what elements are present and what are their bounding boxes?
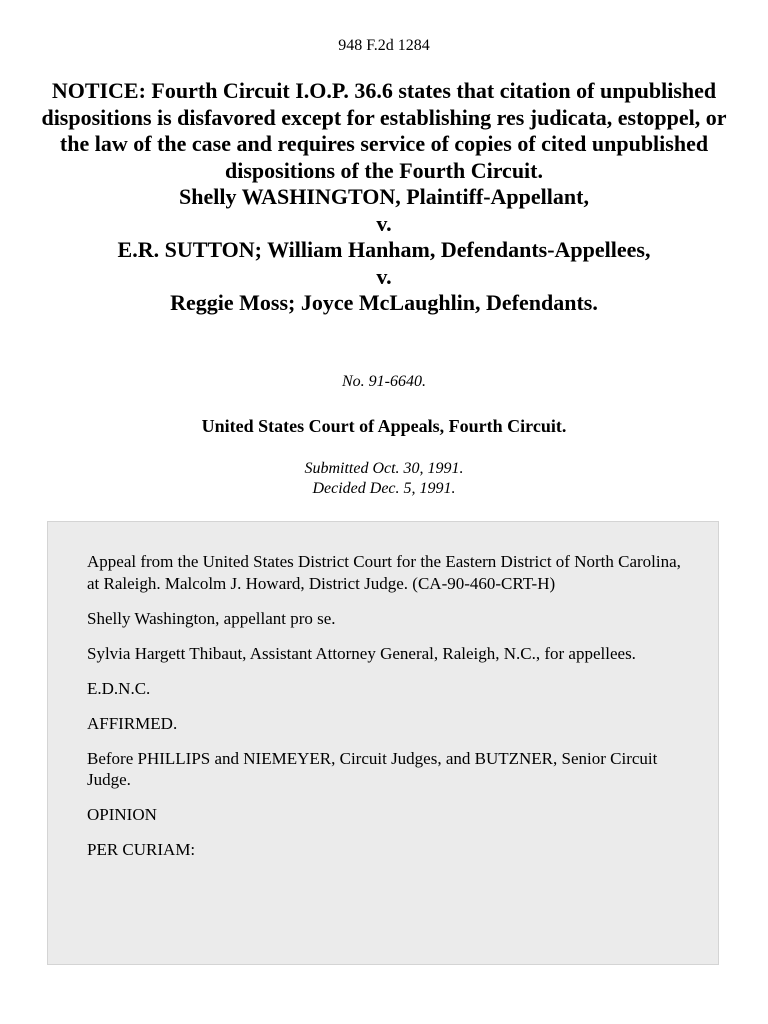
case-details-body bbox=[87, 551, 687, 874]
citation: 948 F.2d 1284 bbox=[338, 37, 430, 54]
case-heading bbox=[40, 78, 728, 317]
appellant-counsel: Shelly Washington, appellant pro se. bbox=[87, 608, 336, 628]
decided-date: Decided Dec. 5, 1991. bbox=[312, 480, 456, 497]
notice-text: NOTICE: Fourth Circuit I.O.P. 36.6 states that citation of unpublished dispositions is disfavored except for establishing res judicata, estoppel, or the law of the case and requires service of copies of cited unpublished dispositions of the Fourth Circuit. bbox=[41, 78, 727, 183]
court-name: United States Court of Appeals, Fourth Circuit. bbox=[201, 416, 567, 436]
case-dates bbox=[0, 459, 768, 499]
versus-2: v. bbox=[376, 263, 392, 289]
party-appellant: Shelly WASHINGTON, Plaintiff-Appellant, bbox=[179, 184, 589, 209]
opinion-label: OPINION bbox=[87, 805, 157, 824]
per-curiam-label: PER CURIAM: bbox=[87, 840, 196, 859]
submitted-date: Submitted Oct. 30, 1991. bbox=[304, 460, 464, 477]
appellee-counsel: Sylvia Hargett Thibaut, Assistant Attorney General, Raleigh, N.C., for appellees. bbox=[87, 643, 636, 663]
versus-1: v. bbox=[376, 210, 392, 236]
party-defendants: Reggie Moss; Joyce McLaughlin, Defendants. bbox=[170, 290, 598, 315]
case-details-panel bbox=[47, 521, 719, 965]
disposition: AFFIRMED. bbox=[87, 713, 178, 733]
appeal-text: Appeal from the United States District Court for the Eastern District of North Carolina, at Raleigh. Malcolm J. Howard, District Judge. (CA-90-460-CRT-H) bbox=[87, 552, 681, 593]
judges-line: Before PHILLIPS and NIEMEYER, Circuit Judges, and BUTZNER, Senior Circuit Judge. bbox=[87, 748, 658, 789]
docket-number: No. 91-6640. bbox=[342, 373, 426, 390]
district-abbrev: E.D.N.C. bbox=[87, 678, 151, 698]
party-appellees: E.R. SUTTON; William Hanham, Defendants-Appellees, bbox=[117, 237, 651, 262]
